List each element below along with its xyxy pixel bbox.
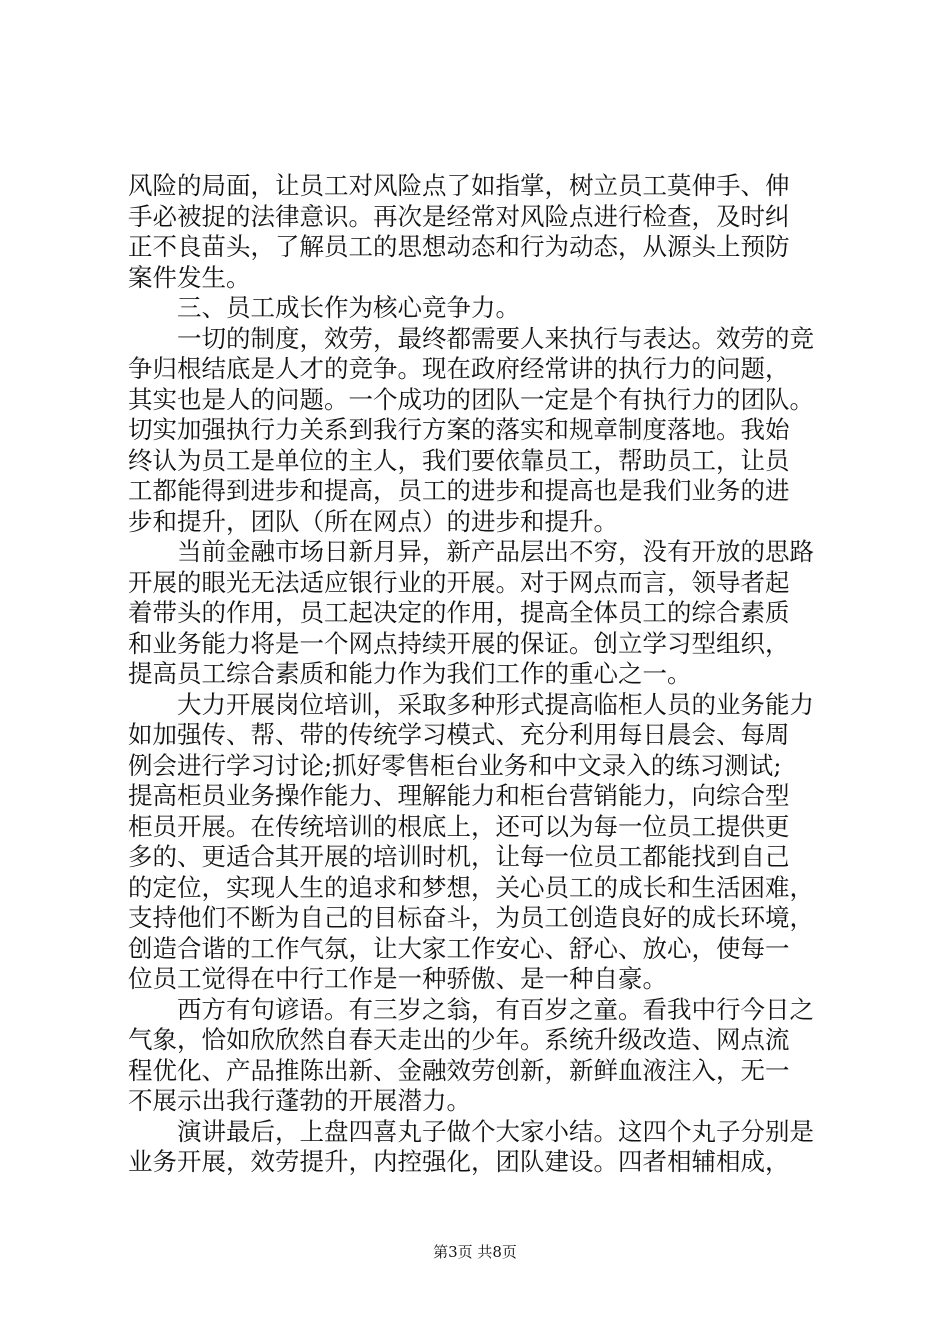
text-line: 着带头的作用，员工起决定的作用，提高全体员工的综合素质 bbox=[128, 598, 790, 627]
text-line: 西方有句谚语。有三岁之翁，有百岁之童。看我中行今日之 bbox=[128, 994, 814, 1024]
text-line: 不展示出我行蓬勃的开展潜力。 bbox=[128, 1086, 471, 1115]
text-line: 工都能得到进步和提高，员工的进步和提高也是我们业务的进 bbox=[128, 476, 790, 505]
text-line: 一切的制度，效劳，最终都需要人来执行与表达。效劳的竞 bbox=[128, 323, 814, 353]
text-line: 程优化、产品推陈出新、金融效劳创新，新鲜血液注入，无一 bbox=[128, 1055, 790, 1085]
text-line: 终认为员工是单位的主人，我们要依靠员工，帮助员工，让员 bbox=[128, 445, 790, 475]
text-line: 案件发生。 bbox=[128, 262, 251, 292]
text-line: 当前金融市场日新月异，新产品层出不穷，没有开放的思路 bbox=[128, 537, 814, 566]
text-line: 支持他们不断为自己的目标奋斗，为员工创造良好的成长环境， bbox=[128, 903, 814, 932]
text-line: 的定位，实现人生的追求和梦想，关心员工的成长和生活困难， bbox=[128, 872, 814, 902]
text-line: 大力开展岗位培训，采取多种形式提高临柜人员的业务能力 bbox=[128, 689, 814, 719]
text-line: 业务开展，效劳提升，内控强化，团队建设。四者相辅相成， bbox=[128, 1147, 790, 1176]
text-line: 例会进行学习讨论;抓好零售柜台业务和中文录入的练习测试; bbox=[128, 750, 782, 780]
text-line: 正不良苗头，了解员工的思想动态和行为动态，从源头上预防 bbox=[128, 232, 790, 261]
text-line: 手必被捉的法律意识。再次是经常对风险点进行检查，及时纠 bbox=[128, 201, 790, 231]
text-line: 如加强传、帮、带的传统学习模式、充分利用每日晨会、每周 bbox=[128, 720, 790, 749]
text-line: 风险的局面，让员工对风险点了如指掌，树立员工莫伸手、伸 bbox=[128, 171, 790, 200]
text-line: 争归根结底是人才的竞争。现在政府经常讲的执行力的问题， bbox=[128, 354, 790, 383]
text-line: 多的、更适合其开展的培训时机，让每一位员工都能找到自己 bbox=[128, 842, 790, 871]
text-line: 位员工觉得在中行工作是一种骄傲、是一种自豪。 bbox=[128, 964, 667, 993]
text-line: 其实也是人的问题。一个成功的团队一定是个有执行力的团队。 bbox=[128, 384, 814, 414]
text-line: 切实加强执行力关系到我行方案的落实和规章制度落地。我始 bbox=[128, 415, 790, 444]
text-line: 创造合谐的工作气氛，让大家工作安心、舒心、放心，使每一 bbox=[128, 933, 790, 963]
section-heading: 三、员工成长作为核心竞争力。 bbox=[128, 293, 520, 322]
text-line: 提高员工综合素质和能力作为我们工作的重心之一。 bbox=[128, 659, 692, 688]
text-line: 提高柜员业务操作能力、理解能力和柜台营销能力，向综合型 bbox=[128, 781, 790, 810]
text-line: 演讲最后，上盘四喜丸子做个大家小结。这四个丸子分别是 bbox=[128, 1116, 814, 1146]
text-line: 步和提升，团队（所在网点）的进步和提升。 bbox=[128, 506, 618, 536]
page-number-footer: 第3页 共8页 bbox=[433, 1243, 517, 1261]
text-line: 开展的眼光无法适应银行业的开展。对于网点而言，领导者起 bbox=[128, 567, 790, 597]
text-line: 柜员开展。在传统培训的根底上，还可以为每一位员工提供更 bbox=[128, 811, 790, 841]
text-line: 气象，恰如欣欣然自春天走出的少年。系统升级改造、网点流 bbox=[128, 1025, 790, 1054]
body-text bbox=[128, 171, 832, 1178]
text-line: 和业务能力将是一个网点持续开展的保证。创立学习型组织， bbox=[128, 628, 790, 658]
